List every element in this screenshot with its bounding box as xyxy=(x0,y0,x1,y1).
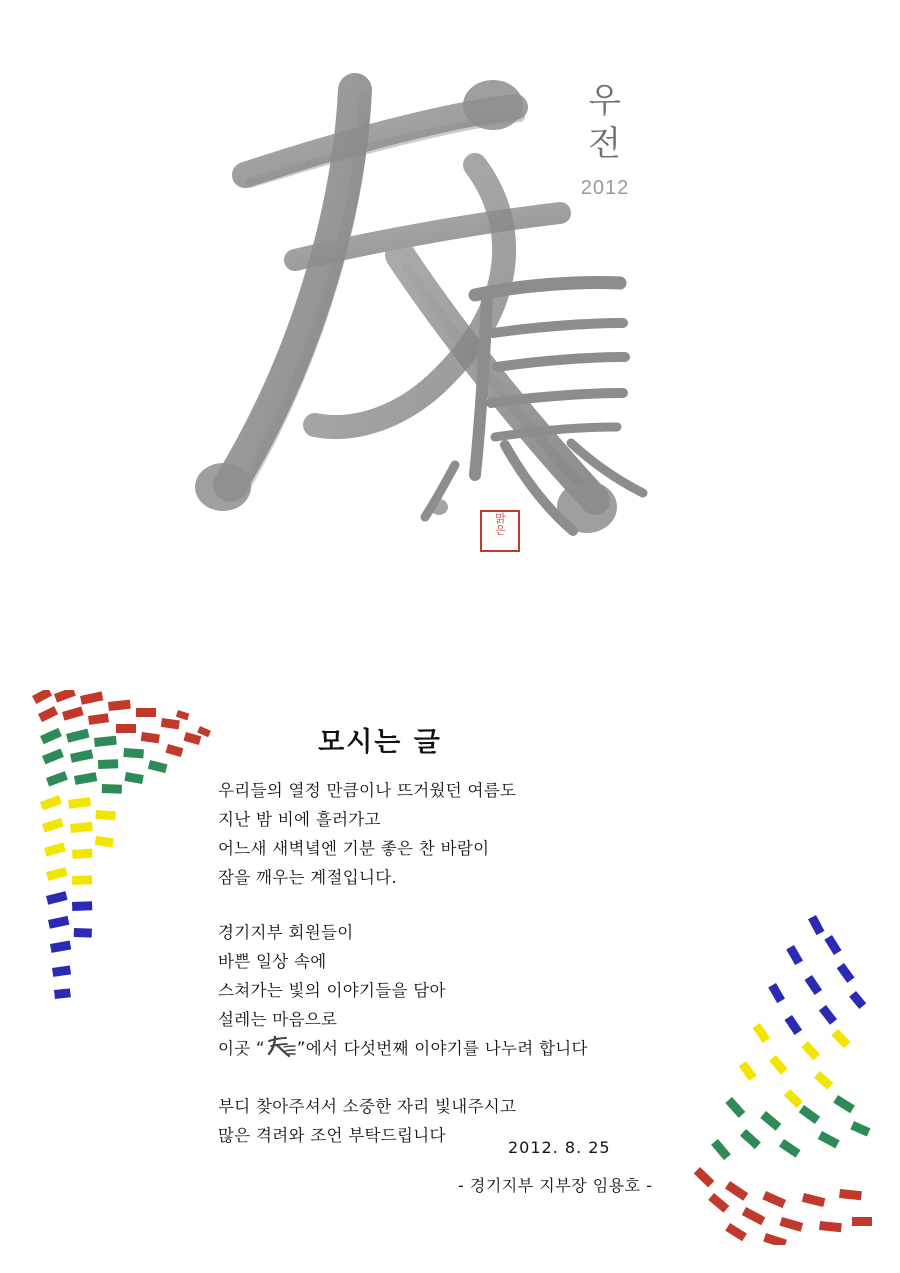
stanza-3-line-1: 부디 찾아주셔서 소중한 자리 빛내주시고 xyxy=(218,1097,517,1116)
stanza-1-line-2: 지난 밤 비에 흘러가고 xyxy=(218,810,381,829)
stanza-2-line-1: 경기지부 회원들이 xyxy=(218,923,354,942)
seal-char-2: 은 xyxy=(495,523,505,537)
invitation-body xyxy=(218,776,738,1176)
stanza-3-line-2: 많은 격려와 조언 부탁드립니다 xyxy=(218,1126,446,1145)
stanza-1 xyxy=(218,776,738,892)
hero-char-1: 우 xyxy=(588,81,622,121)
invitation-signoff xyxy=(218,1138,738,1196)
stanza-1-line-3: 어느새 새벽녘엔 기분 좋은 찬 바람이 xyxy=(218,839,490,858)
invitation-signature: - 경기지부 지부장 임용호 - xyxy=(458,1176,653,1195)
logo-line-suffix: ”에서 다섯번째 이야기를 나누려 합니다 xyxy=(296,1039,588,1058)
friendship-logo-inline-icon xyxy=(266,1035,296,1066)
stanza-1-line-4: 잠을 깨우는 계절입니다. xyxy=(218,868,398,887)
hero-char-2: 전 xyxy=(588,123,622,164)
stanza-2-logo-line xyxy=(218,1034,738,1066)
invitation-date: 2012. 8. 25 xyxy=(508,1138,611,1157)
seal-char-1: 맑 xyxy=(495,512,505,525)
stanza-2-line-2: 바쁜 일상 속에 xyxy=(218,952,327,971)
hero-side-characters xyxy=(560,80,650,200)
invitation-title: 모시는 글 xyxy=(318,727,442,758)
stanza-1-line-1: 우리들의 열정 만큼이나 뜨거웠던 여름도 xyxy=(218,781,517,800)
logo-line-prefix: 이곳 “ xyxy=(218,1039,265,1058)
stanza-2-line-3: 스쳐가는 빛의 이야기들을 담아 xyxy=(218,981,446,1000)
invitation-section xyxy=(0,690,900,1250)
stanza-2-line-4: 설레는 마음으로 xyxy=(218,1010,338,1029)
stanza-2 xyxy=(218,918,738,1066)
red-seal-stamp xyxy=(480,510,520,552)
hero-year: 2012 xyxy=(580,177,630,199)
